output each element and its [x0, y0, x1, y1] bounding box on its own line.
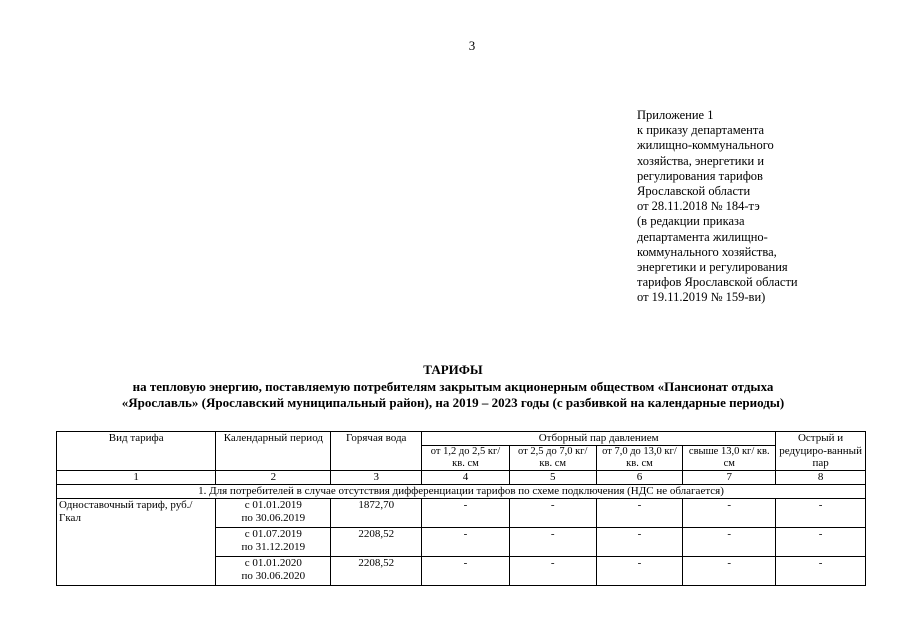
period-from: с 01.01.2020	[244, 557, 302, 569]
header-steam-3: от 7,0 до 13,0 кг/ кв. см	[596, 446, 683, 471]
steam-4-value: -	[683, 499, 776, 528]
period-to: по 30.06.2020	[241, 569, 306, 582]
title-line-2: «Ярославль» (Ярославский муниципальный район), на 2019 – 2023 годы (с разбивкой на календарные периоды)	[121, 395, 785, 410]
header-sharp-steam: Острый и редуциро-ванный пар	[776, 432, 866, 471]
column-number: 7	[683, 471, 776, 485]
column-number: 2	[216, 471, 331, 485]
header-period: Календарный период	[216, 432, 331, 471]
column-number: 5	[509, 471, 596, 485]
appendix-line: от 19.11.2019 № 159-ви)	[637, 290, 766, 305]
header-steam-group: Отборный пар давлением	[422, 432, 776, 446]
title-line-1: на тепловую энергию, поставляемую потребителям закрытым акционерным обществом «Пансионат отдыха	[132, 378, 774, 394]
header-hot-water: Горячая вода	[331, 432, 422, 471]
period-cell	[216, 557, 331, 586]
appendix-line: Приложение 1	[637, 108, 714, 122]
steam-3-value: -	[596, 557, 683, 586]
tariff-label: Одноставочный тариф, руб./Гкал	[57, 499, 216, 586]
hot-water-value: 2208,52	[331, 557, 422, 586]
column-numbers-row	[57, 471, 866, 485]
steam-3-value: -	[596, 528, 683, 557]
steam-1-value: -	[422, 528, 510, 557]
page-number: 3	[468, 38, 476, 53]
column-number: 3	[331, 471, 422, 485]
header-steam-4: свыше 13,0 кг/ кв. см	[683, 446, 776, 471]
sharp-steam-value: -	[776, 557, 866, 586]
header-steam-1: от 1,2 до 2,5 кг/ кв. см	[422, 446, 510, 471]
steam-1-value: -	[422, 499, 510, 528]
period-from: с 01.01.2019	[244, 499, 302, 511]
appendix-line: к приказу департамента	[637, 123, 765, 138]
appendix-line: жилищно-коммунального	[637, 138, 774, 153]
appendix-block	[637, 108, 899, 306]
section-title: 1. Для потребителей в случае отсутствия дифференциации тарифов по схеме подключения (НДС не облагается)	[57, 485, 866, 499]
column-number: 4	[422, 471, 510, 485]
appendix-line: регулирования тарифов	[637, 168, 763, 183]
appendix-line: (в редакции приказа	[637, 214, 745, 229]
period-to: по 30.06.2019	[241, 511, 306, 524]
steam-2-value: -	[509, 557, 596, 586]
period-cell	[216, 499, 331, 528]
header-steam-2: от 2,5 до 7,0 кг/ кв. см	[509, 446, 596, 471]
section-row	[57, 485, 866, 499]
appendix-line: департамента жилищно-	[637, 229, 768, 244]
period-to: по 31.12.2019	[241, 540, 306, 553]
hot-water-value: 2208,52	[331, 528, 422, 557]
steam-2-value: -	[509, 499, 596, 528]
appendix-line: хозяйства, энергетики и	[637, 153, 765, 168]
column-number: 6	[596, 471, 683, 485]
document-title	[40, 362, 866, 412]
appendix-line: энергетики и регулирования	[637, 260, 788, 275]
appendix-line: Ярославской области	[637, 184, 751, 199]
appendix-line: от 28.11.2018 № 184-тэ	[637, 199, 760, 214]
column-number: 8	[776, 471, 866, 485]
steam-4-value: -	[683, 528, 776, 557]
appendix-line: коммунального хозяйства,	[637, 244, 777, 259]
period-from: с 01.07.2019	[244, 528, 302, 540]
table-row	[57, 499, 866, 528]
steam-2-value: -	[509, 528, 596, 557]
appendix-line: тарифов Ярославской области	[637, 275, 798, 290]
header-tariff-type: Вид тарифа	[57, 432, 216, 471]
column-number: 1	[57, 471, 216, 485]
steam-4-value: -	[683, 557, 776, 586]
hot-water-value: 1872,70	[331, 499, 422, 528]
steam-1-value: -	[422, 557, 510, 586]
sharp-steam-value: -	[776, 499, 866, 528]
period-cell	[216, 528, 331, 557]
steam-3-value: -	[596, 499, 683, 528]
tariff-table	[56, 431, 866, 586]
sharp-steam-value: -	[776, 528, 866, 557]
title-heading: ТАРИФЫ	[423, 362, 483, 377]
